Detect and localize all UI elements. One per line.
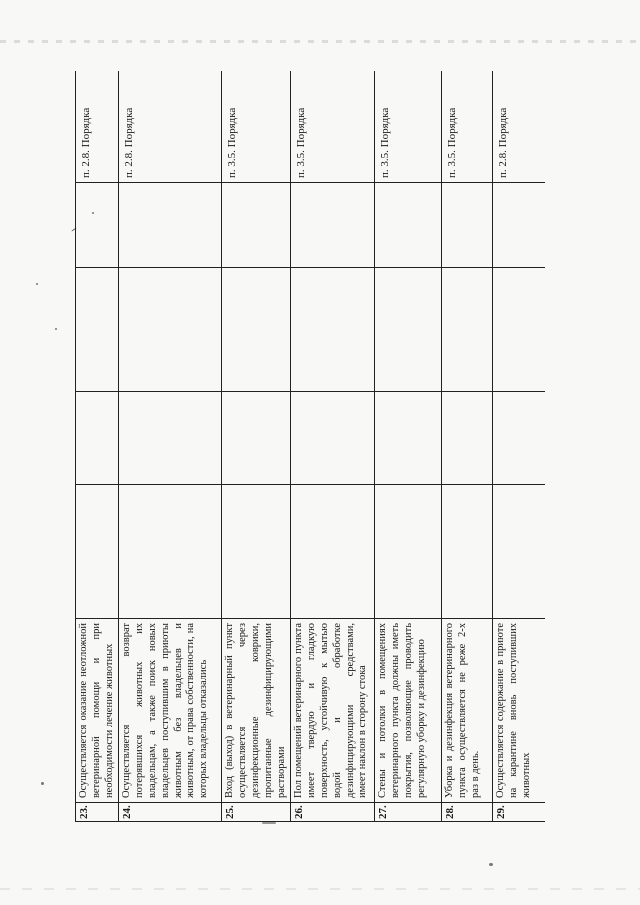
rotated-document — [75, 71, 545, 822]
table-row — [76, 71, 119, 822]
row-number: 27. — [375, 803, 442, 822]
empty-cell — [222, 268, 291, 392]
empty-cell — [76, 183, 119, 268]
row-requirement: Уборка и дезинфекция ветеринарного пункта осуществляется не реже 2-х раз в день. — [442, 619, 493, 803]
empty-cell — [76, 268, 119, 392]
empty-cell — [442, 485, 493, 619]
empty-cell — [119, 392, 222, 485]
table-row — [493, 71, 545, 822]
row-number: 29. — [493, 803, 545, 822]
empty-cell — [291, 485, 375, 619]
empty-cell — [222, 485, 291, 619]
row-number: 26. — [291, 803, 375, 822]
empty-cell — [222, 392, 291, 485]
scan-edge-bottom — [0, 888, 640, 890]
empty-cell — [375, 268, 442, 392]
empty-cell — [442, 392, 493, 485]
scan-speck — [262, 822, 276, 824]
row-requirement: Вход (выход) в ветеринарный пункт осуществляется через дезинфекционные коврики, пропитанные дезинфицирующими растворами — [222, 619, 291, 803]
row-number: 28. — [442, 803, 493, 822]
empty-cell — [493, 392, 545, 485]
scan-speck — [489, 863, 493, 866]
empty-cell — [493, 183, 545, 268]
empty-cell — [222, 183, 291, 268]
empty-cell — [119, 268, 222, 392]
empty-cell — [76, 485, 119, 619]
row-number: 24. — [119, 803, 222, 822]
empty-cell — [493, 485, 545, 619]
document-table-wrapper — [75, 71, 545, 822]
table-row — [375, 71, 442, 822]
row-number: 23. — [76, 803, 119, 822]
row-reference: п. 3.5. Порядка — [375, 71, 442, 183]
empty-cell — [375, 485, 442, 619]
row-requirement: Осуществляется возврат потерявшихся животных их владельцам, а также поиск новых владельцев поступившим в приюты животным без владельцев и животным, от права собственности, на которых владельцы отказались — [119, 619, 222, 803]
table-row — [442, 71, 493, 822]
scan-speck — [55, 328, 57, 330]
row-reference: п. 2.8. Порядка — [493, 71, 545, 183]
scan-edge-top — [0, 40, 640, 43]
empty-cell — [76, 392, 119, 485]
row-requirement: Стены и потолки в помещениях ветеринарного пункта должны иметь покрытия, позволяющие проводить регулярную уборку и дезинфекцию — [375, 619, 442, 803]
empty-cell — [493, 268, 545, 392]
scan-speck — [41, 782, 44, 785]
row-reference: п. 2.8. Порядка — [76, 71, 119, 183]
empty-cell — [291, 268, 375, 392]
row-reference: п. 3.5. Порядка — [222, 71, 291, 183]
empty-cell — [442, 268, 493, 392]
empty-cell — [442, 183, 493, 268]
row-requirement: Пол помещений ветеринарного пункта имеет твердую и гладкую поверхность, устойчивую к мытью водой и обработке дезинфицирующими средствами, имеет наклон в сторону стока — [291, 619, 375, 803]
empty-cell — [291, 392, 375, 485]
empty-cell — [119, 485, 222, 619]
row-reference: п. 2.8. Порядка — [119, 71, 222, 183]
table-row — [222, 71, 291, 822]
table-row — [119, 71, 222, 822]
row-requirement: Осуществляется содержание в приюте на карантине вновь поступивших животных — [493, 619, 545, 803]
scan-speck — [36, 283, 38, 285]
row-requirement: Осуществляется оказание неотложной ветеринарной помощи и при необходимости лечение животных — [76, 619, 119, 803]
empty-cell — [119, 183, 222, 268]
row-reference: п. 3.5. Порядка — [291, 71, 375, 183]
empty-cell — [291, 183, 375, 268]
inspection-table — [75, 71, 545, 822]
row-number: 25. — [222, 803, 291, 822]
empty-cell — [375, 392, 442, 485]
table-row — [291, 71, 375, 822]
empty-cell — [375, 183, 442, 268]
row-reference: п. 3.5. Порядка — [442, 71, 493, 183]
